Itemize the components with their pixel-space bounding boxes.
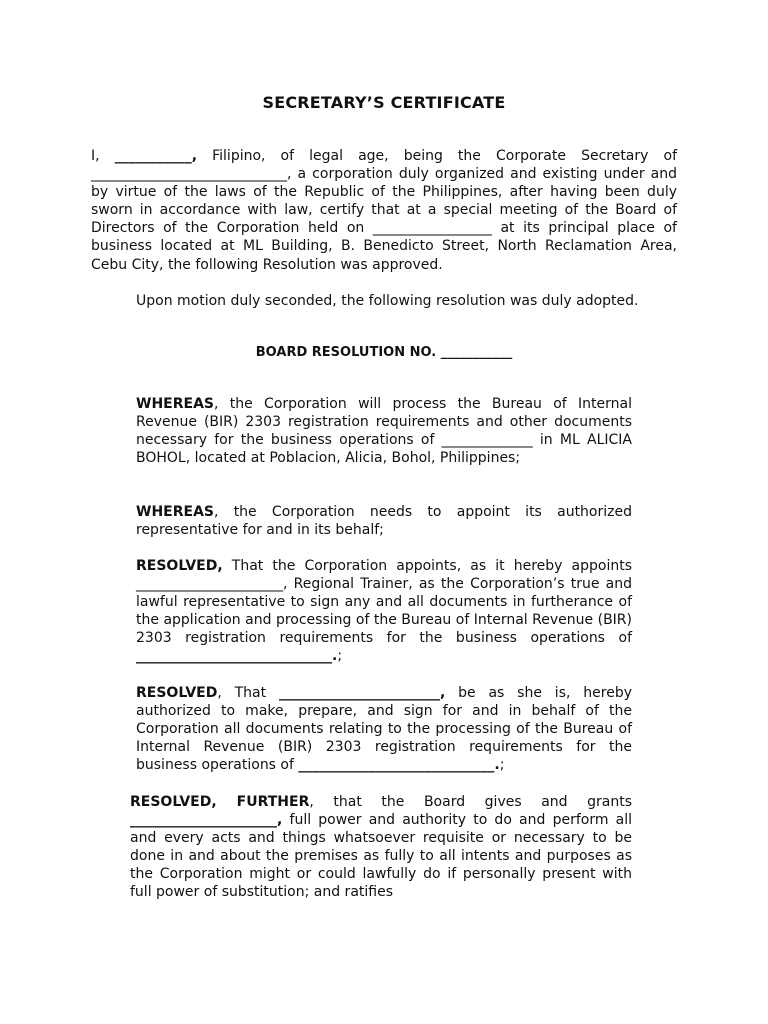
whereas-lead-1: WHEREAS: [136, 396, 214, 412]
intro-prefix: I,: [91, 148, 100, 164]
authorized-blank: _______________________,: [278, 685, 446, 701]
name-blank: ___________,: [114, 148, 198, 164]
resolution-heading: BOARD RESOLUTION NO. ___________: [255, 345, 513, 360]
resolved-lead-1: RESOLVED,: [136, 558, 223, 574]
whereas-text-1: , the Corporation will process the Bureau of Internal Revenue (BIR) 2303 registration requirements and other documents necessary for the business operations of: [136, 396, 632, 449]
whereas-paragraph-2: [136, 503, 632, 539]
document-title: SECRETARY’S CERTIFICATE: [262, 93, 506, 112]
intro-text: Filipino, of legal age, being the Corporate Secretary of: [212, 148, 678, 164]
date-blank: _________________: [372, 220, 492, 237]
business-blank: _____________: [441, 432, 533, 449]
whereas-text-1b: in ML ALICIA BOHOL, located at Poblacion, Alicia, Bohol, Philippines;: [136, 432, 632, 467]
resolved-lead-3: RESOLVED, FURTHER: [130, 794, 310, 810]
whereas-paragraph-1: [136, 395, 632, 467]
motion-paragraph: Upon motion duly seconded, the following resolution was duly adopted.: [136, 293, 639, 309]
intro-text-2: a corporation duly organized and existing under and by virtue of the laws of the Republic of the Philippines, after having been duly sworn in accordance with law, certify that at a special meeting of the Board of Directors of the Corporation held on: [91, 166, 677, 237]
trainer-blank: _____________________,: [136, 576, 288, 593]
resolved-text-3: , that the Board gives and grants: [309, 794, 632, 810]
resolved-paragraph-2: [136, 684, 632, 774]
operations-blank-2: ____________________________.: [298, 757, 500, 774]
resolved-text-2b: be as she is, hereby authorized to make, prepare, and sign for and in behalf of the Corporation all documents relating to the processing of the Bureau of Internal Revenue (BIR) 2303 registration requirements for the business operations of: [136, 685, 632, 774]
resolved-text-3b: full power and authority to do and perform all and every acts and things whatsoever requisite or necessary to be done in and about the premises as fully to all intents and purposes as the Corporation might or could lawfully do if personally present with full power of substitution; and ratifies: [130, 812, 633, 901]
intro-paragraph: [91, 147, 677, 274]
resolved-paragraph-1: [136, 557, 632, 666]
resolved-end-2: ;: [499, 757, 505, 774]
resolved-paragraph-3: [130, 793, 632, 902]
corporation-blank: ____________________________,: [91, 166, 292, 183]
intro-text-3: at its principal place of business located at ML Building, B. Benedicto Street, North Reclamation Area, Cebu City, the following Resolution was approved.: [91, 220, 677, 273]
whereas-text-2: , the Corporation needs to appoint its authorized representative for and in its behalf;: [136, 504, 632, 539]
grantee-blank: _____________________,: [130, 812, 283, 829]
operations-blank-1: ____________________________.: [136, 648, 338, 665]
resolved-text-1: That the Corporation appoints, as it hereby appoints: [231, 558, 633, 574]
resolved-end-1: ;: [337, 648, 343, 665]
resolved-lead-2: RESOLVED: [136, 685, 218, 701]
resolved-text-2: , That: [217, 685, 267, 701]
whereas-lead-2: WHEREAS: [136, 504, 214, 520]
resolved-text-1b: Regional Trainer, as the Corporation’s true and lawful representative to sign any and all documents in furtherance of the application and processing of the Bureau of Internal Revenue (BIR) 2303 registration requirements for the business operations of: [136, 576, 633, 647]
